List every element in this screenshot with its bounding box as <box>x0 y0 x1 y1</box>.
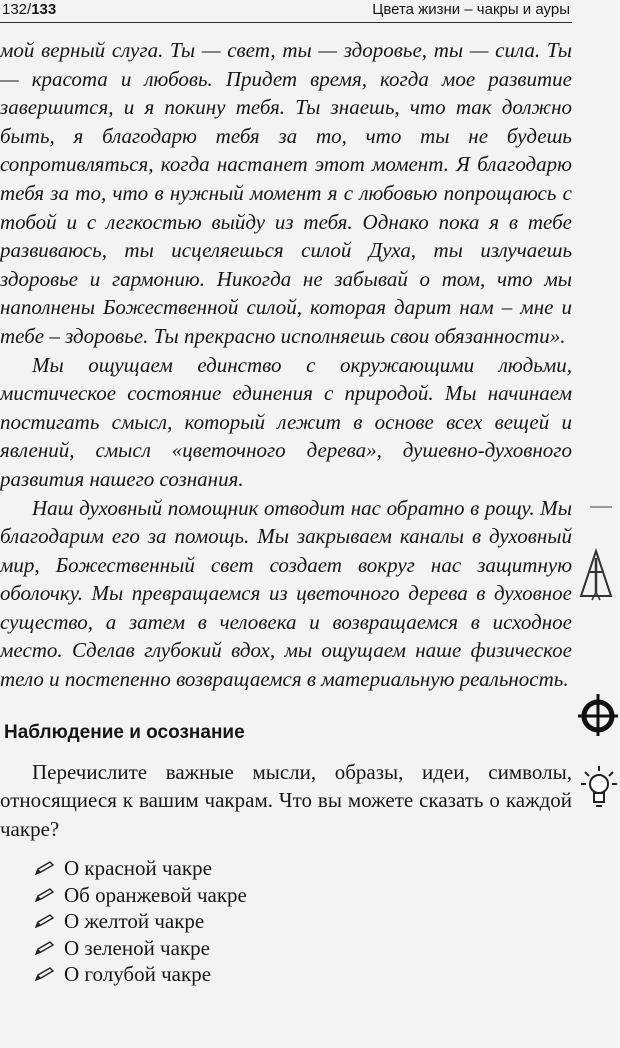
list-item-label: О желтой чакре <box>64 909 205 934</box>
section-intro: Перечислите важные мысли, образы, идеи, символы, относящиеся к вашим чакрам. Что вы можете сказать о каждой чакре? <box>0 759 572 841</box>
page-number-right: 133 <box>31 1 57 18</box>
list-item-label: О зеленой чакре <box>64 935 210 960</box>
pencil-icon <box>34 913 58 929</box>
list-item <box>34 961 572 988</box>
page-content <box>0 36 572 988</box>
pencil-icon <box>34 887 58 903</box>
margin-mark <box>590 506 612 508</box>
list-item-label: О красной чакре <box>64 856 212 881</box>
page-header <box>0 0 572 23</box>
running-title: Цвета жизни – чакры и ауры <box>372 1 570 18</box>
list-item <box>34 935 572 962</box>
list-item-label: О голубой чакре <box>64 962 212 987</box>
lightbulb-icon <box>580 764 618 814</box>
pencil-icon <box>34 940 58 956</box>
list-item <box>34 855 572 882</box>
crosshair-icon <box>578 690 620 738</box>
chakra-list <box>0 855 572 988</box>
triangle-symbol-icon <box>578 548 614 602</box>
list-item <box>34 882 572 909</box>
list-item-label: Об оранжевой чакре <box>64 882 247 907</box>
pencil-icon <box>34 966 58 982</box>
page-number-left: 132/ <box>2 1 32 18</box>
paragraph-2: Мы ощущаем единство с окружающими людьми, мистическое состояние единения с природой. Мы начинаем постигать смысл, который лежит в основе всех вещей и явлений, смысл «цветочного дерева», душевно-духовного развития нашего сознания. <box>0 352 572 491</box>
list-item <box>34 908 572 935</box>
paragraph-1: мой верный слуга. Ты — свет, ты — здоровье, ты — сила. Ты — красота и любовь. Придет время, когда мое развитие завершится, и я покину тебя. Ты знаешь, что так должно быть, я благодарю тебя за то, что ты не будешь сопротивляться, когда настанет этот момент. Я благодарю тебя за то, что в нужный момент я с любовью попрощаюсь с тобой и с легкостью выйду из тебя. Однако пока я в тебе развиваюсь, ты исцеляешься силой Духа, ты излучаешь здоровье и гармонию. Никогда не забывай о том, что мы наполнены Божественной силой, которая дарит нам – мне и тебе – здоровье. Ты прекрасно исполняешь свои обязанности». <box>0 38 572 348</box>
paragraph-3: Наш духовный помощник отводит нас обратно в рощу. Мы благодарим его за помощь. Мы закрываем каналы в духовный мир, Божественный свет создает вокруг нас защитную оболочку. Мы превращаемся из цветочного дерева в духовное существо, а затем в человека и возвращаемся в исходное место. Сделав глубокий вдох, мы ощущаем наше физическое тело и постепенно возвращаемся в материальную реальность. <box>0 495 572 692</box>
section-title: Наблюдение и осознание <box>4 721 245 743</box>
page-number <box>2 1 56 18</box>
pencil-icon <box>34 860 58 876</box>
